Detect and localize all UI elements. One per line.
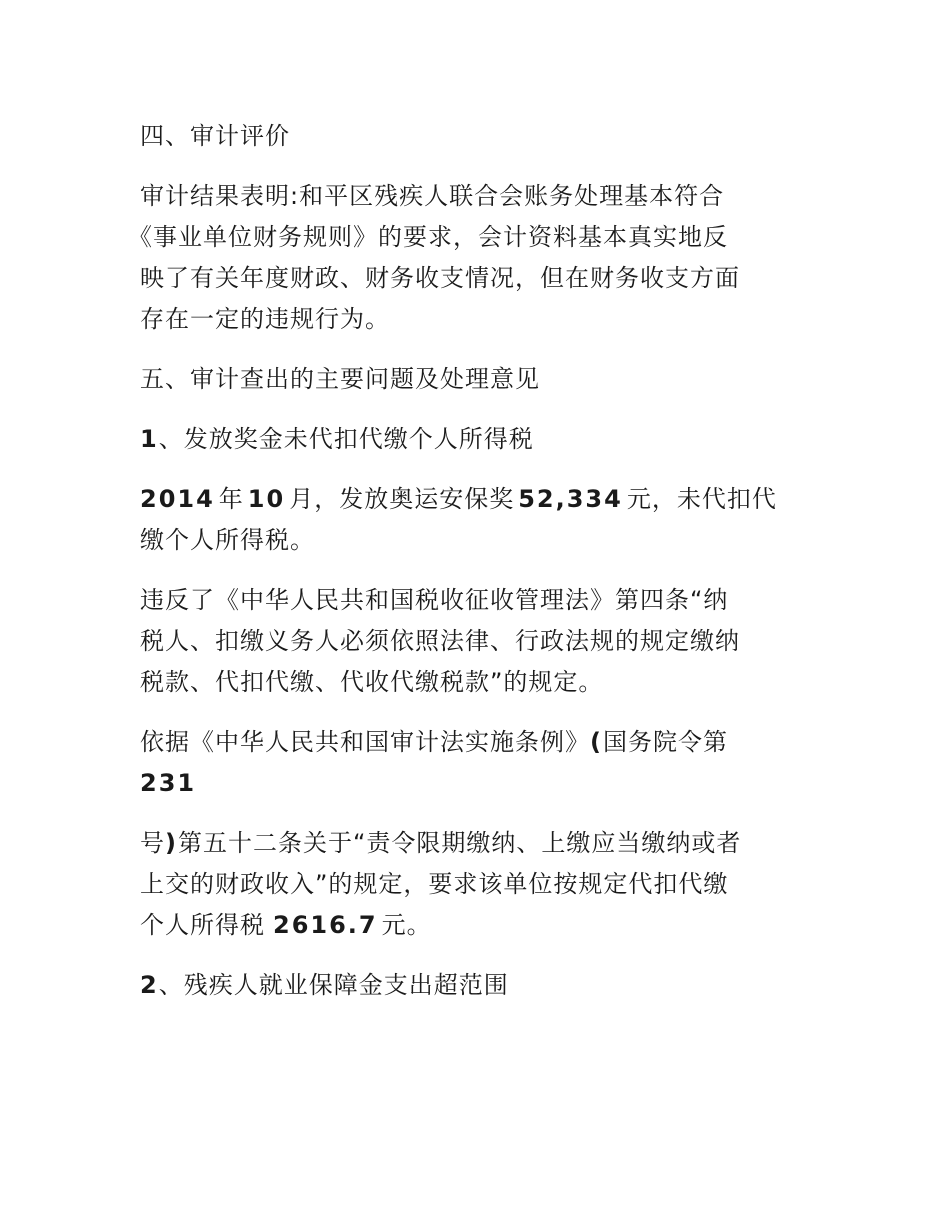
issue-number: 2 (140, 971, 159, 999)
order-number: 231 (140, 769, 197, 797)
heading-text: 四、审计评价 (140, 122, 290, 150)
fact-line: 缴个人所得税。 (140, 526, 315, 554)
section-5-heading (140, 359, 810, 400)
amount-value: 2616.7 (273, 911, 378, 939)
section-4-body (128, 176, 810, 340)
issue-1-violation (140, 580, 810, 703)
body-line: 映了有关年度财政、财务收支情况，但在财务收支方面 (140, 264, 740, 292)
year-value: 2014 (140, 485, 215, 513)
section-4-heading (140, 116, 810, 157)
requirement-text: 个人所得税 (140, 911, 265, 939)
requirement-text: 元。 (381, 911, 432, 939)
requirement-text: 第五十二条关于“责令限期缴纳、上缴应当缴纳或者 (177, 829, 742, 857)
body-line: 审计结果表明:和平区残疾人联合会账务处理基本符合 (140, 182, 725, 210)
paren: ) (165, 829, 178, 857)
basis-text: 国务院令第 (602, 728, 728, 756)
basis-line (140, 722, 810, 763)
body-line: 《事业单位财务规则》的要求，会计资料基本真实地反 (128, 223, 728, 251)
violation-line: 违反了《中华人民共和国税收征收管理法》第四条“纳 (140, 586, 729, 614)
requirement-text: 号 (140, 829, 165, 857)
heading-text: 五、审计查出的主要问题及处理意见 (140, 365, 540, 393)
issue-1-basis (140, 722, 810, 804)
fact-text: 年 (218, 485, 244, 513)
issue-1-fact (140, 479, 810, 561)
requirement-line (140, 823, 810, 864)
amount-value: 52,334 (518, 485, 623, 513)
violation-line: 税人、扣缴义务人必须依照法律、行政法规的规定缴纳 (140, 627, 740, 655)
issue-1-requirement (140, 823, 810, 946)
issue-title: 、残疾人就业保障金支出超范围 (158, 971, 509, 999)
issue-title: 、发放奖金未代扣代缴个人所得税 (158, 425, 534, 453)
fact-text: 月，发放奥运安保奖 (289, 485, 515, 513)
month-value: 10 (247, 485, 286, 513)
requirement-line: 上交的财政收入”的规定，要求该单位按规定代扣代缴 (140, 870, 729, 898)
violation-line: 税款、代扣代缴、代收代缴税款”的规定。 (140, 668, 604, 696)
fact-line (140, 479, 810, 520)
body-line: 存在一定的违规行为。 (140, 305, 390, 333)
requirement-line (140, 905, 810, 946)
document-page (128, 116, 810, 1025)
basis-text: 依据《中华人民共和国审计法实施条例》 (140, 728, 590, 756)
issue-1-heading (140, 419, 810, 460)
issue-2-heading (140, 965, 810, 1006)
paren: ( (590, 728, 603, 756)
issue-number: 1 (140, 425, 159, 453)
fact-text: 元，未代扣代 (626, 485, 777, 513)
